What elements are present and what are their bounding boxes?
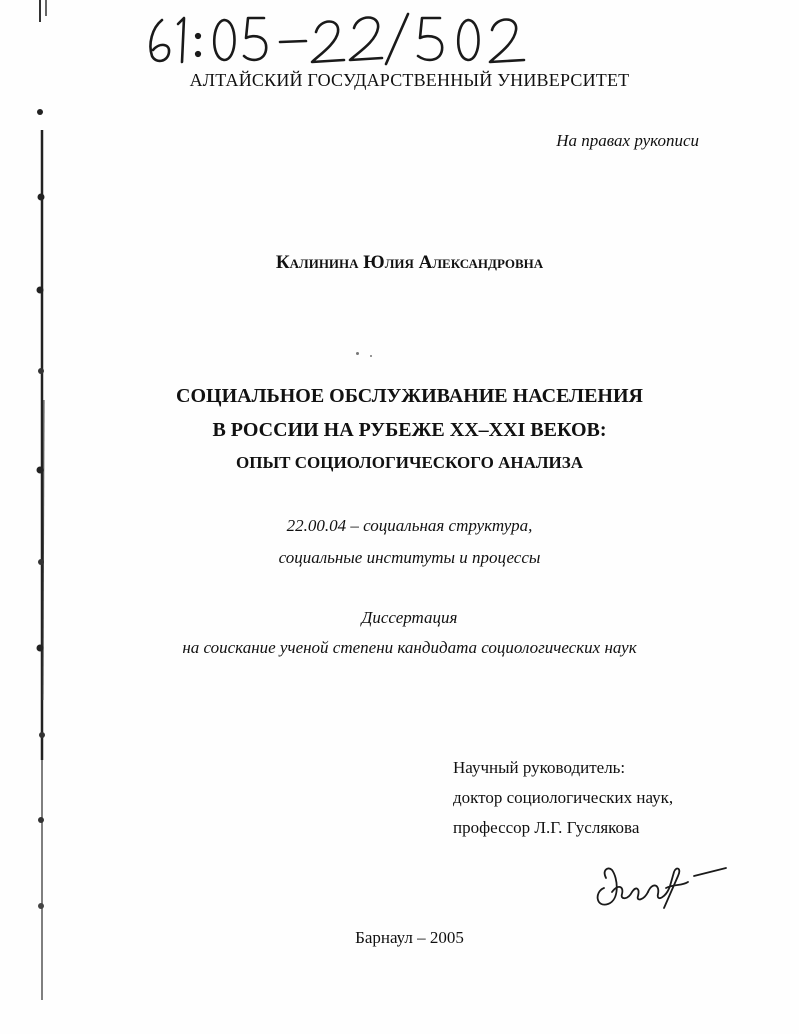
dissertation-title-line-3: ОПЫТ СОЦИОЛОГИЧЕСКОГО АНАЛИЗА	[236, 453, 583, 472]
degree-type: Диссертация	[361, 608, 458, 627]
dissertation-title-line-1: СОЦИАЛЬНОЕ ОБСЛУЖИВАНИЕ НАСЕЛЕНИЯ	[176, 385, 643, 407]
scan-speck	[356, 352, 359, 355]
specialty-code-line-1: 22.00.04 – социальная структура,	[286, 516, 533, 535]
scan-speck	[370, 355, 372, 357]
degree-description: на соискание ученой степени кандидата социологических наук	[182, 638, 637, 657]
supervisor-signature	[590, 858, 730, 912]
supervisor-name: профессор Л.Г. Гуслякова	[453, 818, 640, 837]
place-and-year: Барнаул – 2005	[355, 928, 464, 947]
author-name: Калинина Юлия Александровна	[275, 252, 544, 273]
supervisor-label: Научный руководитель:	[453, 758, 626, 777]
supervisor-degree: доктор социологических наук,	[453, 788, 674, 807]
university-name: АЛТАЙСКИЙ ГОСУДАРСТВЕННЫЙ УНИВЕРСИТЕТ	[189, 70, 630, 90]
dissertation-title-line-2: В РОССИИ НА РУБЕЖЕ XX–XXI ВЕКОВ:	[212, 419, 607, 441]
handwritten-archive-code	[140, 6, 530, 68]
manuscript-rights-note: На правах рукописи	[556, 131, 699, 150]
specialty-code-line-2: социальные институты и процессы	[278, 548, 541, 567]
